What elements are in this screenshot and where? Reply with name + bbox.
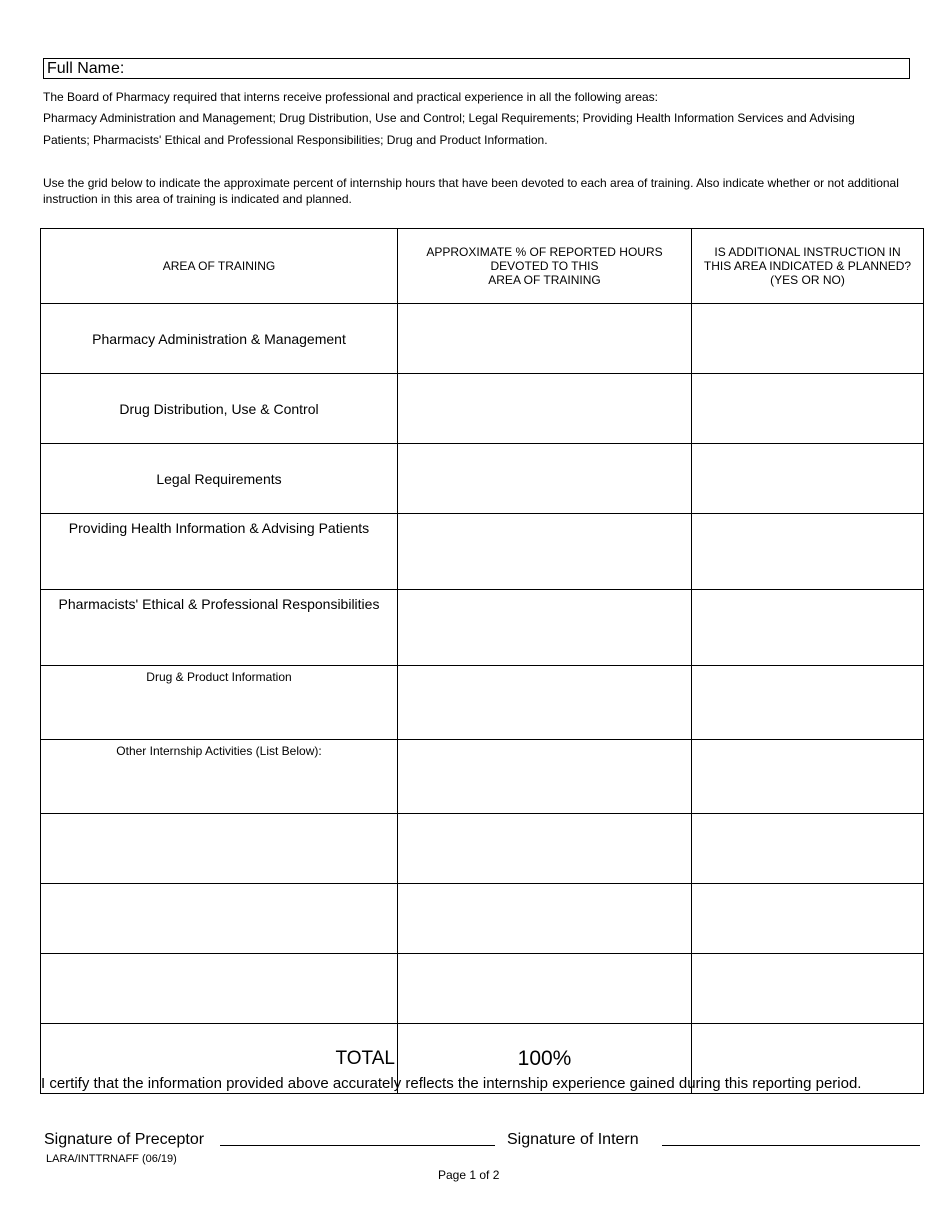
table-row <box>41 814 924 884</box>
percent-hours-cell[interactable] <box>398 444 692 514</box>
percent-hours-cell[interactable] <box>398 814 692 884</box>
additional-instruction-cell[interactable] <box>692 374 924 444</box>
percent-hours-cell[interactable] <box>398 304 692 374</box>
additional-instruction-cell[interactable] <box>692 514 924 590</box>
preceptor-signature-label: Signature of Preceptor <box>44 1131 205 1148</box>
training-grid <box>40 228 924 1094</box>
area-label: Pharmacists' Ethical & Professional Responsibilities <box>41 590 398 666</box>
table-row <box>41 374 924 444</box>
table-row <box>41 954 924 1024</box>
other-activity-cell[interactable] <box>41 814 398 884</box>
area-label: Legal Requirements <box>41 444 398 514</box>
percent-hours-cell[interactable] <box>398 884 692 954</box>
percent-hours-cell[interactable] <box>398 954 692 1024</box>
table-row <box>41 740 924 814</box>
page-number: Page 1 of 2 <box>438 1168 500 1182</box>
percent-hours-cell[interactable] <box>398 514 692 590</box>
full-name-label: Full Name: <box>47 60 125 77</box>
additional-instruction-cell[interactable] <box>692 304 924 374</box>
header-row <box>41 229 924 304</box>
area-label: Pharmacy Administration & Management <box>41 304 398 374</box>
form-code: LARA/INTTRNAFF (06/19) <box>46 1153 177 1165</box>
percent-hours-cell[interactable] <box>398 590 692 666</box>
table-row <box>41 884 924 954</box>
total-label: TOTAL <box>41 1024 398 1094</box>
intern-signature-line[interactable] <box>662 1145 920 1146</box>
preceptor-signature-line[interactable] <box>220 1145 495 1146</box>
area-label: Other Internship Activities (List Below): <box>41 740 398 814</box>
percent-hours-cell[interactable] <box>398 374 692 444</box>
total-percent-value: 100% <box>398 1024 692 1094</box>
header-additional-instruction: IS ADDITIONAL INSTRUCTION IN THIS AREA INDICATED & PLANNED? (YES OR NO) <box>692 229 924 304</box>
area-label: Drug & Product Information <box>41 666 398 740</box>
intro-text-line-1: The Board of Pharmacy required that interns receive professional and practical experience in all the following areas: <box>43 90 658 104</box>
area-label: Providing Health Information & Advising Patients <box>41 514 398 590</box>
header-area-of-training: AREA OF TRAINING <box>41 229 398 304</box>
table-row <box>41 444 924 514</box>
intro-text-line-2: Pharmacy Administration and Management; Drug Distribution, Use and Control; Legal Requirements; Providing Health Information Services and Advising <box>43 111 855 125</box>
additional-instruction-cell[interactable] <box>692 814 924 884</box>
table-row <box>41 514 924 590</box>
table-row <box>41 590 924 666</box>
table-row <box>41 304 924 374</box>
additional-instruction-cell[interactable] <box>692 590 924 666</box>
percent-hours-cell[interactable] <box>398 666 692 740</box>
area-label: Drug Distribution, Use & Control <box>41 374 398 444</box>
percent-hours-cell[interactable] <box>398 740 692 814</box>
additional-instruction-cell[interactable] <box>692 954 924 1024</box>
full-name-field[interactable] <box>43 58 910 79</box>
header-approx-percent-hours: APPROXIMATE % OF REPORTED HOURS DEVOTED TO THIS AREA OF TRAINING <box>398 229 692 304</box>
intro-text-line-3: Patients; Pharmacists' Ethical and Professional Responsibilities; Drug and Product Information. <box>43 133 548 147</box>
intern-signature-label: Signature of Intern <box>507 1131 639 1148</box>
additional-instruction-cell[interactable] <box>692 884 924 954</box>
other-activity-cell[interactable] <box>41 884 398 954</box>
table-row <box>41 666 924 740</box>
additional-instruction-cell[interactable] <box>692 666 924 740</box>
additional-instruction-cell[interactable] <box>692 740 924 814</box>
other-activity-cell[interactable] <box>41 954 398 1024</box>
grid-instructions: Use the grid below to indicate the approximate percent of internship hours that have been devoted to each area of training. Also indicate whether or not additional instruction in this area of training is indicated and planned. <box>43 176 899 206</box>
additional-instruction-cell[interactable] <box>692 444 924 514</box>
certification-statement: I certify that the information provided above accurately reflects the internship experience gained during this reporting period. <box>41 1075 862 1092</box>
